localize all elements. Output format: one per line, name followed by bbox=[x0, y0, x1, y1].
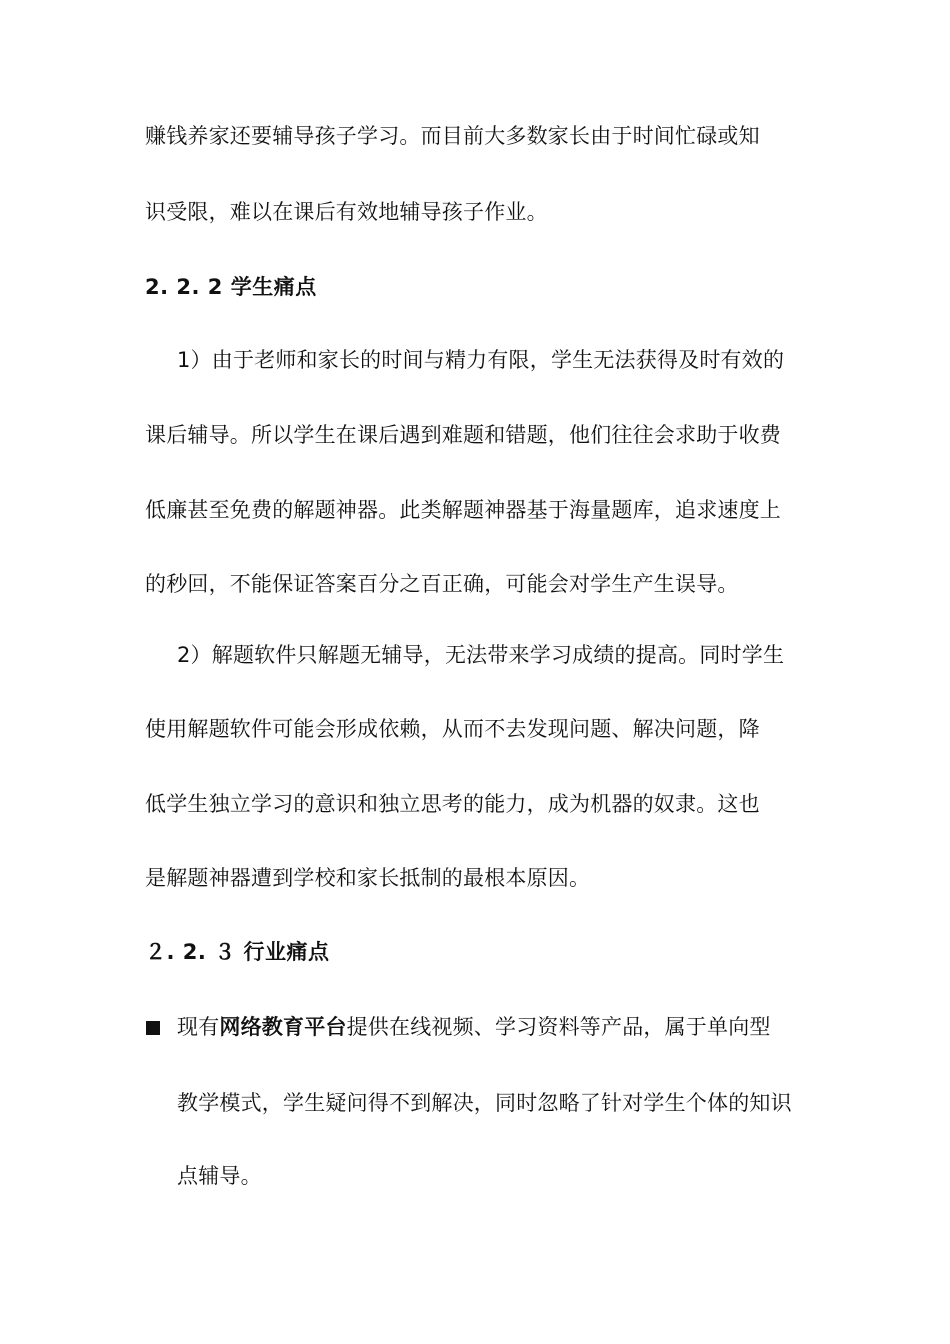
bullet-rest: 提供在线视频、学习资料等产品，属于单向型 bbox=[346, 1015, 771, 1039]
paragraph-line: 的秒回，不能保证答案百分之百正确，可能会对学生产生误导。 bbox=[145, 572, 739, 596]
paragraph-line: 低学生独立学习的意识和独立思考的能力，成为机器的奴隶。这也 bbox=[145, 792, 760, 816]
paragraph-line: 是解题神器遭到学校和家长抵制的最根本原因。 bbox=[145, 866, 591, 890]
square-bullet-icon bbox=[146, 1021, 160, 1035]
paragraph-line: 低廉甚至免费的解题神器。此类解题神器基于海量题库，追求速度上 bbox=[145, 498, 781, 522]
bullet-item-line: 点辅导。 bbox=[177, 1164, 262, 1188]
section-heading-student-pain-points: 2. 2. 2 学生痛点 bbox=[145, 275, 317, 299]
body-text-line: 赚钱养家还要辅导孩子学习。而目前大多数家长由于时间忙碌或知 bbox=[145, 124, 760, 148]
bullet-item-line bbox=[177, 1012, 771, 1042]
paragraph-line: 课后辅导。所以学生在课后遇到难题和错题，他们往往会求助于收费 bbox=[145, 423, 781, 447]
bullet-prefix: 现有 bbox=[177, 1015, 220, 1039]
paragraph-line: 使用解题软件可能会形成依赖，从而不去发现问题、解决问题，降 bbox=[145, 717, 760, 741]
body-text-line: 识受限，难以在课后有效地辅导孩子作业。 bbox=[145, 200, 548, 224]
bullet-item-line: 教学模式，学生疑问得不到解决，同时忽略了针对学生个体的知识 bbox=[177, 1091, 792, 1115]
paragraph-line: 1）由于老师和家长的时间与精力有限，学生无法获得及时有效的 bbox=[177, 348, 785, 372]
paragraph-line: 2）解题软件只解题无辅导，无法带来学习成绩的提高。同时学生 bbox=[177, 643, 785, 667]
bullet-bold-term: 网络教育平台 bbox=[219, 1015, 347, 1039]
section-heading-industry-pain-points: ２. 2. ３ 行业痛点 bbox=[145, 940, 330, 964]
